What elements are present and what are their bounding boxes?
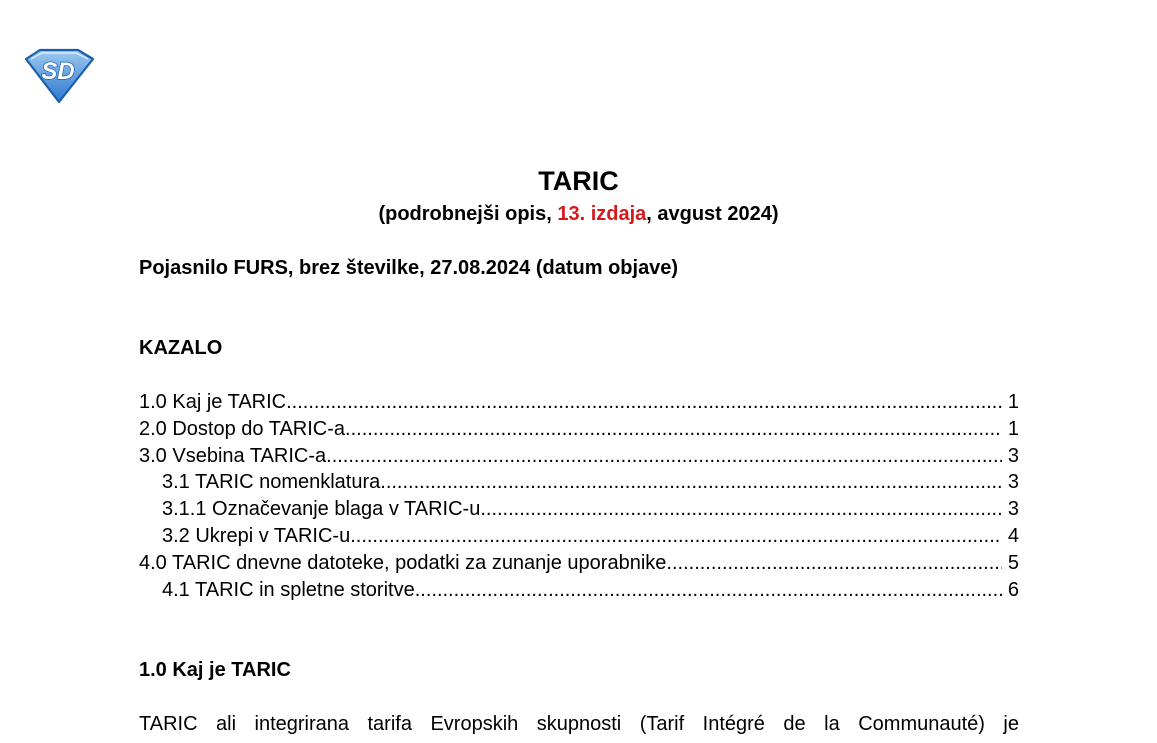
toc-item-label[interactable]: 4.1 TARIC in spletne storitve: [162, 578, 415, 601]
toc-dot-leader: [326, 443, 1002, 469]
table-of-contents: [139, 389, 1019, 603]
source-line: Pojasnilo FURS, brez številke, 27.08.2024 (datum objave): [139, 257, 679, 279]
toc-dot-leader: [480, 496, 1002, 522]
toc-item[interactable]: [139, 523, 1019, 550]
toc-item-page: 4: [1007, 524, 1019, 547]
toc-item-page: 6: [1007, 578, 1019, 601]
toc-heading: KAZALO: [139, 337, 223, 359]
toc-item[interactable]: [139, 443, 1019, 470]
toc-dot-leader: [286, 389, 1002, 415]
sd-logo: [22, 47, 96, 105]
sd-shield-logo-icon: [22, 47, 96, 105]
toc-item-page: 1: [1007, 417, 1019, 440]
toc-dot-leader: [666, 550, 1001, 576]
toc-item-label[interactable]: 3.1.1 Označevanje blaga v TARIC-u: [162, 498, 481, 521]
document-title: TARIC: [538, 166, 619, 196]
section-paragraph: TARIC ali integrirana tarifa Evropskih skupnosti (Tarif Intégré de la Communauté) je: [139, 713, 1019, 735]
section-heading: 1.0 Kaj je TARIC: [139, 659, 291, 681]
toc-item-label[interactable]: 4.0 TARIC dnevne datoteke, podatki za zunanje uporabnike: [139, 551, 667, 574]
toc-item[interactable]: [139, 389, 1019, 416]
toc-item-page: 3: [1007, 444, 1019, 467]
toc-item[interactable]: [139, 416, 1019, 443]
toc-dot-leader: [415, 577, 1002, 603]
toc-item-page: 1: [1007, 391, 1019, 413]
edition-label: 13. izdaja: [557, 203, 647, 225]
toc-item-label[interactable]: 3.1 TARIC nomenklatura: [162, 471, 381, 494]
toc-item-label[interactable]: 3.0 Vsebina TARIC-a: [139, 444, 327, 467]
document-subtitle: [0, 201, 1157, 227]
toc-dot-leader: [380, 469, 1002, 495]
toc-item-label[interactable]: 3.2 Ukrepi v TARIC-u: [162, 524, 351, 547]
toc-dot-leader: [345, 416, 1002, 442]
toc-item-page: 3: [1007, 471, 1019, 494]
subtitle-open: (podrobnejši opis,: [378, 203, 558, 225]
toc-item-page: 3: [1007, 498, 1019, 521]
toc-item-page: 5: [1007, 551, 1019, 574]
toc-item[interactable]: [139, 577, 1019, 604]
toc-item[interactable]: [139, 469, 1019, 496]
toc-item-label[interactable]: 1.0 Kaj je TARIC: [139, 391, 287, 413]
toc-item[interactable]: [139, 550, 1019, 577]
toc-item[interactable]: [139, 496, 1019, 523]
toc-dot-leader: [350, 523, 1002, 549]
toc-item-label[interactable]: 2.0 Dostop do TARIC-a: [139, 417, 346, 440]
svg-text:SD: SD: [41, 58, 75, 85]
subtitle-close: , avgust 2024): [646, 203, 779, 225]
